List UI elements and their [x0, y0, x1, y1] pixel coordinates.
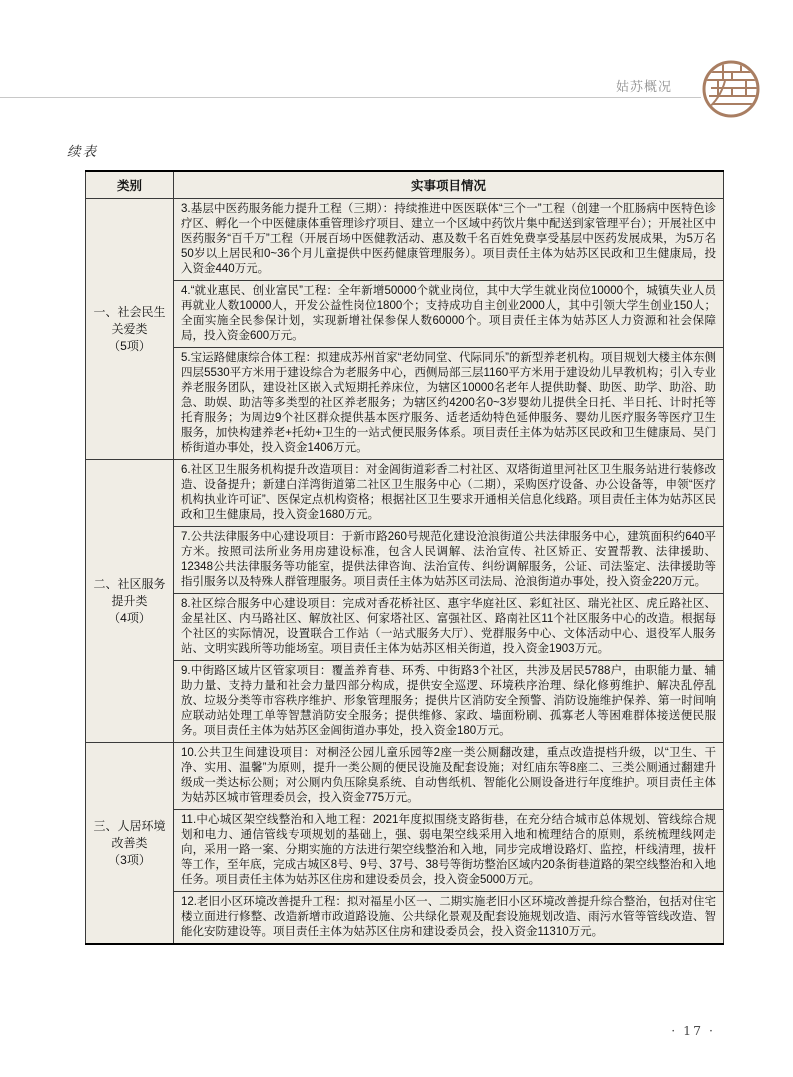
project-cell: 3.基层中医药服务能力提升工程（三期）：持续推进中医医联体“三个一”工程（创建一个肛肠病中医特色诊疗区、孵化一个中医健康体重管理诊疗项目、建立一个区域中药饮片集中配送到家管理平台）；开展社区中医药服务“百千万”工程（开展百场中医健教活动、惠及数千名百姓免费享受基层中医药发展成果，为5万名50岁以上居民和0~36个月儿童提供中医药健康管理服务）。项目责任主体为姑苏区民政和卫生健康局，投入资金440万元。 — [174, 199, 724, 281]
project-cell: 10.公共卫生间建设项目：对桐泾公园儿童乐园等2座一类公厕翻改建，重点改造提档升级，以“卫生、干净、实用、温馨”为原则，提升一类公厕的便民设施及配套设施；对红庙东等8座二、三类公厕通过翻建升级成一类达标公厕；对公厕内负压除臭系统、自动售纸机、智能化公厕设备进行年度维护。项目责任主体为姑苏区城市管理委员会，投入资金775万元。 — [174, 743, 724, 810]
project-cell: 8.社区综合服务中心建设项目：完成对香花桥社区、惠宇华庭社区、彩虹社区、瑞光社区、虎丘路社区、金星社区、内马路社区、解放社区、何家塔社区、富强社区、路南社区11个社区服务中心的改造。根据每个社区的实际情况，设置联合工作站（一站式服务大厅）、党群服务中心、文体活动中心、退役军人服务站、文明实践所等功能场室。项目责任主体为姑苏区相关街道，投入资金1903万元。 — [174, 594, 724, 661]
category-cell — [86, 460, 174, 743]
projects-table — [85, 170, 724, 945]
continued-table-label: 续表 — [67, 144, 98, 160]
running-head-section-title: 姑苏概况 — [615, 79, 672, 94]
table-row — [86, 348, 724, 460]
project-cell: 5.宝运路健康综合体工程：拟建成苏州首家“老幼同堂、代际同乐”的新型养老机构。项目规划大楼主体东侧四层5530平方米用于建设综合为老服务中心，西侧局部三层1160平方米用于建设幼儿早教机构；引入专业养老服务团队，建设社区嵌入式短期托养床位，为辖区10000名老年人提供助餐、助医、助学、助浴、助急、助娱、助洁等多类型的社区养老服务；为辖区约4200名0~3岁婴幼儿提供全日托、半日托、计时托等托育服务；为周边9个社区群众提供基本医疗服务、适老适幼特色延伸服务、婴幼儿医疗服务等医疗卫生服务，加快构建养老+托幼+卫生的一站式便民服务体系。项目责任主体为姑苏区民政和卫生健康局、吴门桥街道办事处，投入资金1406万元。 — [174, 348, 724, 460]
project-cell: 12.老旧小区环境改善提升工程：拟对福星小区一、二期实施老旧小区环境改善提升综合整治，包括对住宅楼立面进行修整、改造新增市政道路设施、公共绿化景观及配套设施规划改造、雨污水管等管线改造、智能化安防建设等。项目责任主体为姑苏区住房和建设委员会，投入资金11310万元。 — [174, 892, 724, 945]
column-header-detail: 实事项目情况 — [174, 171, 724, 199]
category-count: （3项） — [108, 852, 151, 867]
table-row — [86, 892, 724, 945]
suzhou-garden-window-seal-icon — [701, 59, 761, 119]
table-row — [86, 527, 724, 594]
category-label: 二、社区服务提升类 — [93, 576, 166, 608]
category-label: 一、社会民生关爱类 — [93, 304, 166, 336]
table-row — [86, 661, 724, 743]
category-cell — [86, 743, 174, 945]
table-row — [86, 594, 724, 661]
project-cell: 7.公共法律服务中心建设项目：于新市路260号规范化建设沧浪街道公共法律服务中心，建筑面积约640平方米。按照司法所业务用房建设标准，包含人民调解、法治宣传、社区矫正、安置帮教、法律援助、12348公共法律服务等功能室，提供法律咨询、法治宣传、纠纷调解服务，公证、司法鉴定、法律援助等指引服务以及特殊人群管理服务。项目责任主体为姑苏区司法局、沧浪街道办事处，投入资金220万元。 — [174, 527, 724, 594]
column-header-category: 类别 — [86, 171, 174, 199]
table-row — [86, 281, 724, 348]
project-cell: 6.社区卫生服务机构提升改造项目：对金阊街道彩香二村社区、双塔街道里河社区卫生服务站进行装修改造、设备提升；新建白洋湾街道第二社区卫生服务中心（二期），采购医疗设备、办公设备等，申领“医疗机构执业许可证”、医保定点机构资格；根据社区卫生要求开通相关信息化线路。项目责任主体为姑苏区民政和卫生健康局，投入资金1680万元。 — [174, 460, 724, 527]
category-count: （4项） — [108, 610, 151, 625]
project-cell: 11.中心城区架空线整治和入地工程：2021年度拟围绕支路街巷，在充分结合城市总体规划、管线综合规划和电力、通信管线专项规划的基础上，强、弱电架空线采用入地和梳理结合的原则，系统梳理线网走向，采用一路一案、分期实施的方法进行架空线整治和入地，同步完成增设路灯、监控，杆线清理，拔杆等工作，至年底，完成古城区8号、9号、37号、38号等街坊整治区域内20条街巷道路的架空线整治和入地任务。项目责任主体为姑苏区住房和建设委员会，投入资金5000万元。 — [174, 810, 724, 892]
table-row — [86, 199, 724, 281]
category-label: 三、人居环境改善类 — [93, 818, 166, 850]
table-header-row — [86, 171, 724, 199]
table-row — [86, 810, 724, 892]
project-cell: 9.中街路区域片区管家项目：覆盖养育巷、环秀、中街路3个社区，共涉及居民5788户，由职能力量、辅助力量、支持力量和社会力量四部分构成，提供安全巡逻、环境秩序治理、绿化修剪维护、解决乱停乱放、垃圾分类等市容秩序维护、形象管理服务；提供片区消防安全预警、消防设施维护保养、第一时间响应联动站处理工单等智慧消防安全服务；提供维修、家政、墙面粉刷、孤寡老人等困难群体接送便民服务。项目责任主体为姑苏区金阊街道办事处，投入资金180万元。 — [174, 661, 724, 743]
category-cell — [86, 199, 174, 460]
page-number: · 17 · — [671, 1023, 715, 1038]
category-count: （5项） — [108, 338, 151, 353]
project-cell: 4.“就业惠民、创业富民”工程：全年新增50000个就业岗位，其中大学生就业岗位10000个，城镇失业人员再就业人数10000人，开发公益性岗位1800个；支持成功自主创业2000人，其中引领大学生创业150人；全面实施全民参保计划，实现新增社保参保人数60000个。项目责任主体为姑苏区人力资源和社会保障局，投入资金600万元。 — [174, 281, 724, 348]
projects-table-body — [86, 199, 724, 945]
table-row — [86, 743, 724, 810]
table-row — [86, 460, 724, 527]
running-head-rule — [0, 97, 701, 98]
